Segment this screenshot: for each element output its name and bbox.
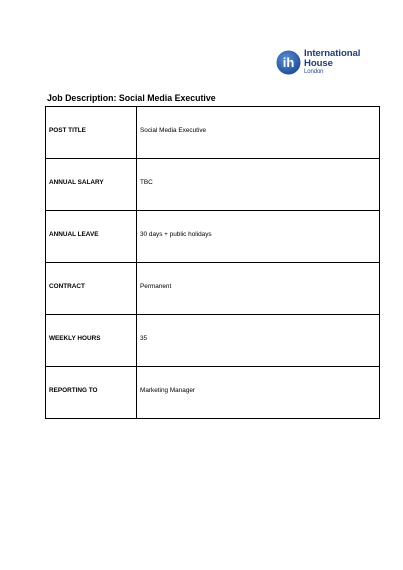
row-label-annual-leave: ANNUAL LEAVE <box>46 211 137 263</box>
row-label-reporting-to: REPORTING TO <box>46 367 137 419</box>
row-label-post-title: POST TITLE <box>46 107 137 159</box>
row-value-reporting-to: Marketing Manager <box>137 367 380 419</box>
row-value-annual-leave: 30 days + public holidays <box>137 211 380 263</box>
table-row <box>46 211 380 263</box>
table-row <box>46 367 380 419</box>
document-title: Job Description: Social Media Executive <box>47 93 216 103</box>
job-details-table <box>45 106 380 419</box>
table-row <box>46 263 380 315</box>
ih-globe-logo-icon <box>276 50 301 75</box>
row-label-weekly-hours: WEEKLY HOURS <box>46 315 137 367</box>
logo-line-2: House <box>304 57 333 69</box>
row-label-annual-salary: ANNUAL SALARY <box>46 159 137 211</box>
logo-mark-text: ih <box>282 54 295 70</box>
table-row <box>46 107 380 159</box>
row-label-contract: CONTRACT <box>46 263 137 315</box>
logo-wordmark <box>304 49 360 75</box>
international-house-logo <box>276 49 360 75</box>
table-row <box>46 159 380 211</box>
logo-line-1: International <box>304 48 361 59</box>
logo-line-3: London <box>304 69 324 76</box>
table-row <box>46 315 380 367</box>
row-value-weekly-hours: 35 <box>137 315 380 367</box>
row-value-contract: Permanent <box>137 263 380 315</box>
row-value-annual-salary: TBC <box>137 159 380 211</box>
row-value-post-title: Social Media Executive <box>137 107 380 159</box>
